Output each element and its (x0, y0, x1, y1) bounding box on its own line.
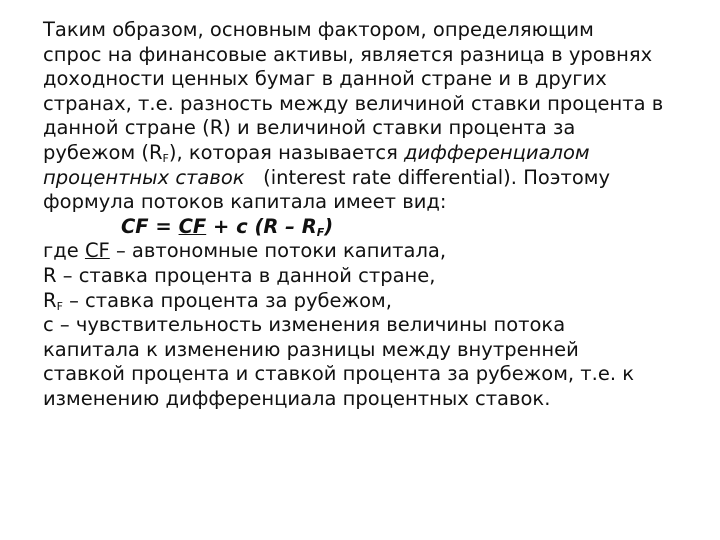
text: Таким образом, основным фактором, определяющим (43, 18, 594, 41)
subscript: F (56, 299, 63, 313)
text: – автономные потоки капитала, (109, 239, 447, 263)
paragraph-line (43, 166, 683, 191)
definition-line (43, 239, 683, 264)
text: где (43, 239, 85, 263)
italic-term: дифференциалом (404, 140, 590, 164)
text: изменению дифференциала процентных ставок. (43, 386, 551, 410)
subscript: F (316, 225, 325, 239)
definition-line (43, 289, 683, 314)
text: ставкой процента и ставкой процента за рубежом, т.е. к (43, 362, 635, 386)
definition-line (43, 313, 683, 338)
formula-lhs: CF = (121, 214, 179, 238)
definition-line (43, 338, 683, 363)
formula-autonomous-term: CF (178, 214, 207, 238)
text: R – ставка процента в данной стране, (43, 263, 436, 287)
text: – ставка процента за рубежом, (62, 288, 392, 312)
text: ), которая называется (168, 140, 405, 164)
definition-line (43, 387, 683, 412)
text: формула потоков капитала имеет вид: (43, 190, 447, 214)
subscript: F (162, 151, 169, 165)
definition-line (43, 362, 683, 387)
formula-close: ) (324, 214, 334, 238)
paragraph-line (43, 18, 683, 43)
paragraph-line (43, 43, 683, 68)
paragraph-line (43, 67, 683, 92)
text: капитала к изменению разницы между внутренней (43, 337, 579, 361)
text: (interest rate differential). Поэтому (244, 165, 611, 189)
text: спрос на финансовые активы, является разница в уровнях (43, 42, 653, 66)
term: CF (84, 239, 110, 263)
formula (43, 215, 683, 240)
paragraph-line (43, 141, 683, 166)
slide-text (43, 18, 683, 412)
italic-term: процентных ставок (43, 165, 245, 189)
text: странах, т.е. разность между величиной ставки процента в (43, 91, 664, 115)
text: данной стране (R) и величиной ставки процента за (43, 116, 576, 140)
paragraph-line (43, 190, 683, 215)
formula-rhs: + c (R – R (206, 214, 317, 238)
term: R (43, 288, 57, 312)
text: c – чувствительность изменения величины потока (43, 313, 566, 337)
definition-line (43, 264, 683, 289)
paragraph-line (43, 92, 683, 117)
text: рубежом (R (43, 140, 163, 164)
text: доходности ценных бумаг в данной стране и в других (43, 67, 607, 91)
paragraph-line (43, 116, 683, 141)
